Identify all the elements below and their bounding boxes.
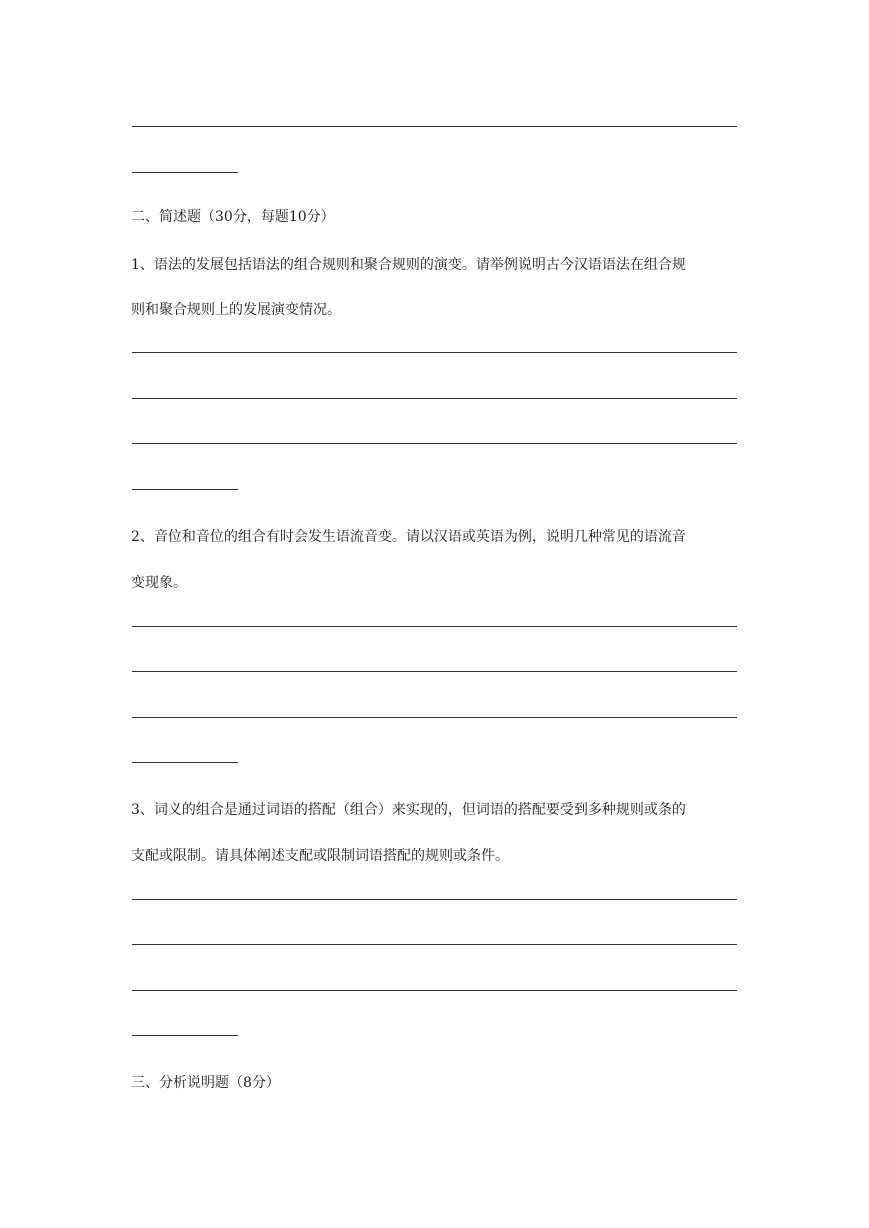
section-heading-analysis: 三、分析说明题（8分）: [131, 1075, 280, 1091]
section-heading-short-answer: 二、简述题（30分，每题10分）: [131, 209, 335, 225]
question-2-text-cont: 变现象。: [131, 575, 187, 591]
answer-line: [132, 944, 737, 945]
answer-line: [132, 626, 737, 627]
answer-line: [132, 398, 737, 399]
question-1-text-cont: 则和聚合规则上的发展演变情况。: [131, 302, 341, 318]
answer-line-short: [132, 762, 238, 763]
answer-line: [132, 717, 737, 718]
answer-line: [132, 990, 737, 991]
question-2-text: 2、音位和音位的组合有时会发生语流音变。请以汉语或英语为例，说明几种常见的语流音: [131, 529, 686, 545]
answer-line: [132, 352, 737, 353]
answer-line: [132, 443, 737, 444]
question-3-text-cont: 支配或限制。请具体阐述支配或限制词语搭配的规则或条件。: [131, 848, 509, 864]
question-1-text: 1、语法的发展包括语法的组合规则和聚合规则的演变。请举例说明古今汉语语法在组合规: [131, 257, 686, 273]
question-3-text: 3、词义的组合是通过词语的搭配（组合）来实现的，但词语的搭配要受到多种规则或条的: [131, 802, 686, 818]
answer-line-short: [132, 489, 238, 490]
answer-line: [132, 126, 737, 127]
answer-line-short: [132, 1035, 238, 1036]
answer-line-short: [132, 172, 238, 173]
answer-line: [132, 899, 737, 900]
answer-line: [132, 671, 737, 672]
